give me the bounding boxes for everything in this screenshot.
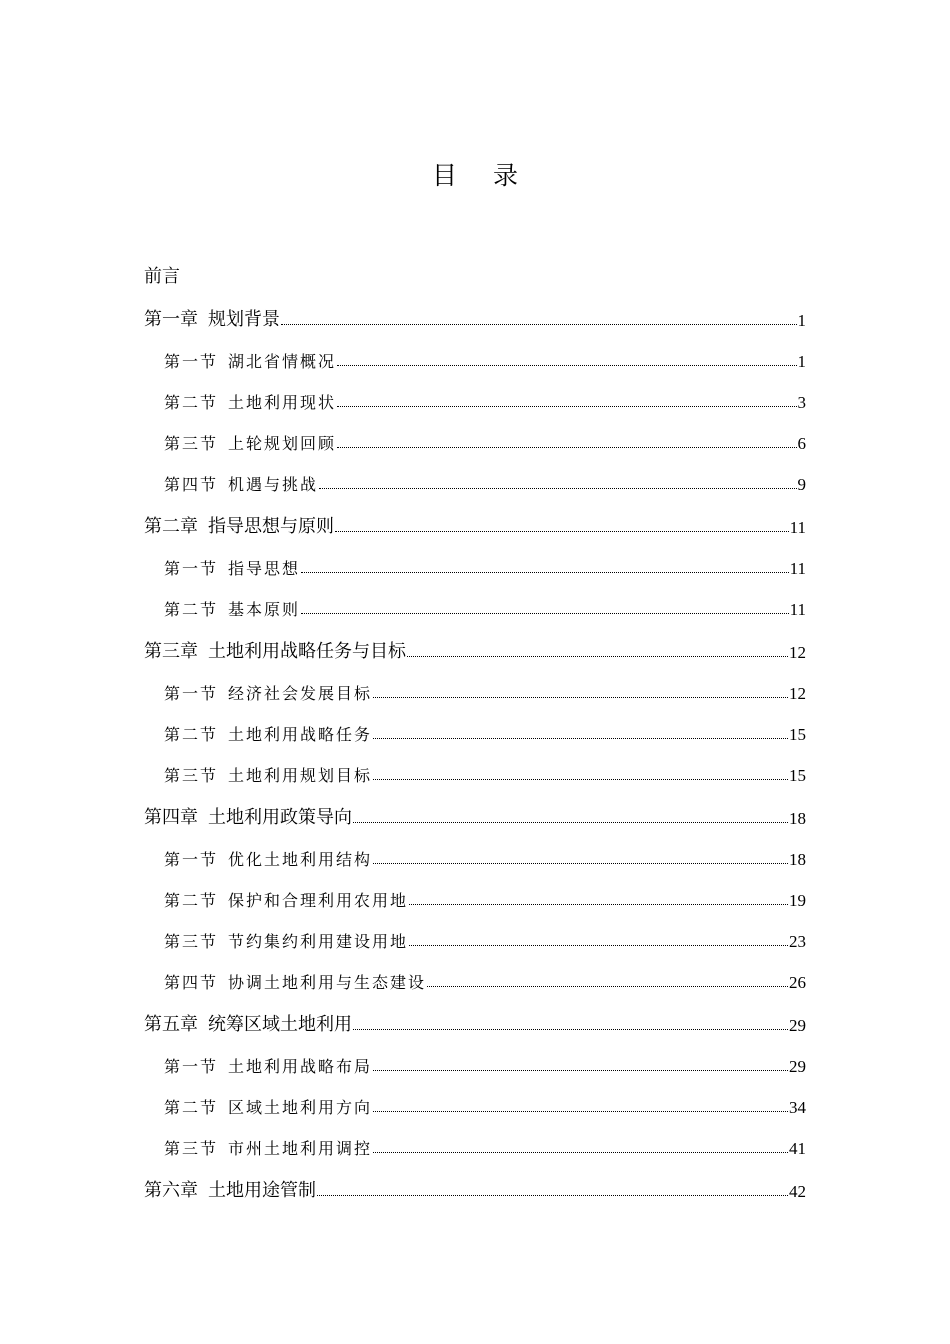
- toc-entry-section[interactable]: [144, 829, 806, 870]
- toc-page-number: 11: [789, 559, 806, 578]
- toc-page-number: 6: [797, 434, 806, 453]
- dot-leader: [337, 447, 796, 448]
- dot-leader: [337, 406, 796, 407]
- toc-page-number: 19: [789, 891, 806, 910]
- toc-entry-section[interactable]: [144, 413, 806, 454]
- toc-page-number: 1: [797, 352, 806, 371]
- dot-leader: [337, 365, 796, 366]
- dot-leader: [281, 324, 797, 325]
- toc-entry-section[interactable]: [144, 745, 806, 786]
- toc-entry-label: 第三节 上轮规划回顾: [164, 434, 337, 453]
- toc-page-number: 34: [789, 1098, 806, 1117]
- toc-entry-label: 第六章 土地用途管制: [144, 1180, 316, 1201]
- toc-entry-section[interactable]: [144, 454, 806, 495]
- toc-entry-label: 第四节 机遇与挑战: [164, 475, 319, 494]
- toc-page-number: 26: [789, 973, 806, 992]
- toc-entry-section[interactable]: [144, 1036, 806, 1077]
- toc-entry-label: 第一节 土地利用战略布局: [164, 1057, 373, 1076]
- toc-page-number: 15: [789, 766, 806, 785]
- toc-entry-section[interactable]: [144, 704, 806, 745]
- toc-entry-label: 第三节 节约集约利用建设用地: [164, 932, 409, 951]
- toc-entry-label: 第一节 湖北省情概况: [164, 352, 337, 371]
- toc-entry-label: 第二章 指导思想与原则: [144, 516, 334, 537]
- toc-page-number: 11: [789, 600, 806, 619]
- toc-entry-chapter[interactable]: [144, 993, 806, 1036]
- toc-entry-chapter[interactable]: [144, 620, 806, 663]
- dot-leader: [407, 656, 788, 657]
- toc-entry-label: 前言: [144, 266, 180, 287]
- toc-page-number: 18: [789, 809, 806, 828]
- toc-entry-section[interactable]: [144, 663, 806, 704]
- toc-entry-section[interactable]: [144, 870, 806, 911]
- dot-leader: [409, 904, 788, 905]
- toc-entry-label: 第二节 区域土地利用方向: [164, 1098, 373, 1117]
- toc-entry-label: 第三章 土地利用战略任务与目标: [144, 641, 406, 662]
- toc-entry-section[interactable]: [144, 579, 806, 620]
- toc-entry-chapter[interactable]: [144, 786, 806, 829]
- toc-entry-label: 第一节 指导思想: [164, 559, 301, 578]
- toc-entry-label: 第五章 统筹区域土地利用: [144, 1014, 352, 1035]
- dot-leader: [319, 488, 796, 489]
- toc-entry-section[interactable]: [144, 952, 806, 993]
- toc-entry-label: 第三节 市州土地利用调控: [164, 1139, 373, 1158]
- toc-page-number: 42: [789, 1182, 806, 1201]
- toc-page-number: 3: [797, 393, 806, 412]
- toc-page-number: 9: [797, 475, 806, 494]
- toc-entry-label: 第一章 规划背景: [144, 309, 280, 330]
- toc-entry-chapter[interactable]: [144, 1159, 806, 1202]
- toc-entry-chapter[interactable]: [144, 288, 806, 331]
- toc-entry-label: 第三节 土地利用规划目标: [164, 766, 373, 785]
- toc-page-number: 12: [789, 684, 806, 703]
- dot-leader: [427, 986, 788, 987]
- toc-entry-label: 第四节 协调土地利用与生态建设: [164, 973, 427, 992]
- toc-page-number: 1: [797, 311, 806, 330]
- toc-page-number: 29: [789, 1016, 806, 1035]
- dot-leader: [317, 1195, 788, 1196]
- toc-entry-label: 第一节 经济社会发展目标: [164, 684, 373, 703]
- toc-entry-label: 第四章 土地利用政策导向: [144, 807, 352, 828]
- dot-leader: [373, 779, 788, 780]
- toc-entry-preface[interactable]: [144, 243, 806, 288]
- dot-leader: [373, 863, 788, 864]
- toc-page-number: 12: [789, 643, 806, 662]
- toc-entry-label: 第二节 土地利用战略任务: [164, 725, 373, 744]
- toc-entry-section[interactable]: [144, 331, 806, 372]
- dot-leader: [373, 738, 788, 739]
- dot-leader: [353, 822, 788, 823]
- toc-entry-section[interactable]: [144, 911, 806, 952]
- toc-page-number: 18: [789, 850, 806, 869]
- toc-entry-label: 第二节 保护和合理利用农用地: [164, 891, 409, 910]
- toc-title: 目 录: [432, 161, 532, 190]
- toc-page-number: 15: [789, 725, 806, 744]
- toc-page-number: 11: [789, 518, 806, 537]
- toc-entry-section[interactable]: [144, 538, 806, 579]
- dot-leader: [353, 1029, 788, 1030]
- dot-leader: [373, 1070, 788, 1071]
- toc-page-number: 23: [789, 932, 806, 951]
- toc-page-number: 29: [789, 1057, 806, 1076]
- dot-leader: [335, 531, 789, 532]
- dot-leader: [373, 697, 788, 698]
- toc-entry-label: 第一节 优化土地利用结构: [164, 850, 373, 869]
- toc-page-number: 41: [789, 1139, 806, 1158]
- toc-entry-section[interactable]: [144, 1077, 806, 1118]
- dot-leader: [373, 1111, 788, 1112]
- dot-leader: [409, 945, 788, 946]
- dot-leader: [301, 613, 789, 614]
- toc-entry-label: 第二节 土地利用现状: [164, 393, 337, 412]
- dot-leader: [373, 1152, 788, 1153]
- toc-entry-section[interactable]: [144, 372, 806, 413]
- table-of-contents: [144, 243, 806, 1202]
- dot-leader: [301, 572, 789, 573]
- toc-entry-chapter[interactable]: [144, 495, 806, 538]
- toc-entry-label: 第二节 基本原则: [164, 600, 301, 619]
- toc-entry-section[interactable]: [144, 1118, 806, 1159]
